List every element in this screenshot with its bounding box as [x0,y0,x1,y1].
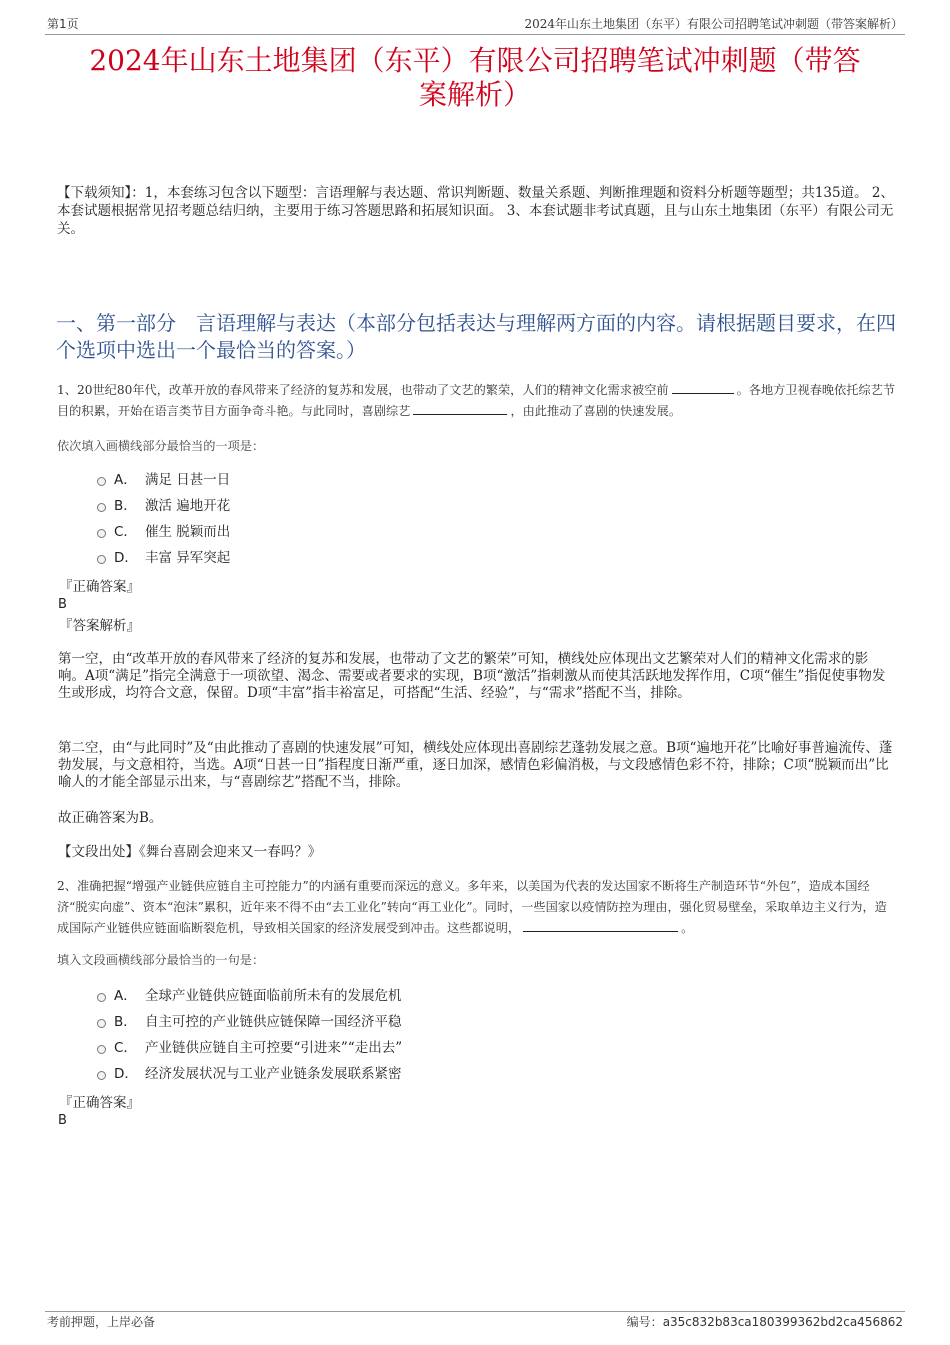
q1-source: 【文段出处】《舞台喜剧会迎来又一春吗？》 [58,844,322,860]
q2-stem-part-b: 。 [681,921,694,935]
option-text: 经济发展状况与工业产业链条发展联系紧密 [145,1066,402,1082]
fill-blank [672,381,734,394]
fill-blank [413,402,507,415]
option-letter: A． [114,472,137,488]
radio-icon[interactable] [97,993,106,1002]
radio-icon[interactable] [97,1071,106,1080]
q1-analysis-paragraph-2: 第二空，由“与此同时”及“由此推动了喜剧的快速发展”可知，横线处应体现出喜剧综艺蓬勃发展之意。B项“遍地开花”比喻好事普遍流传、蓬勃发展，与文意相符，当选。A项“日甚一日”指程度日渐严重，逐日加深，感情色彩偏消极，与文段感情色彩不符，排除；C项“脱颖而出”比喻人的才能全部显示出来，与“喜剧综艺”搭配不当，排除。 [58,740,893,790]
option-text: 丰富 异军突起 [145,550,231,566]
option-letter: B． [114,1014,137,1030]
q2-answer-label: 『正确答案』 [59,1095,140,1111]
q1-analysis-conclusion: 故正确答案为B。 [58,810,163,826]
radio-icon[interactable] [97,555,106,564]
option-letter: D． [114,550,138,566]
radio-icon[interactable] [97,1045,106,1054]
document-title [40,44,910,112]
q1-option-c[interactable] [95,519,695,545]
q1-option-b[interactable] [95,493,695,519]
q2-answer: B [58,1113,67,1128]
radio-icon[interactable] [97,529,106,538]
q1-stem-part-b: 。各地方卫视春晚依托综艺节目的积累，开始在语言类节目方面争奇斗艳。与此同时，喜剧综艺 [57,383,896,418]
option-letter: C． [114,1040,137,1056]
page-header [45,14,905,35]
footer-code [627,1312,903,1332]
q1-instruction: 依次填入画横线部分最恰当的一项是： [57,439,265,453]
option-text: 激活 遍地开花 [145,498,231,514]
option-letter: B． [114,498,137,514]
option-letter: A． [114,988,137,1004]
footer-slogan: 考前押题，上岸必备 [47,1315,156,1329]
radio-icon[interactable] [97,1019,106,1028]
option-text: 满足 日甚一日 [145,472,231,488]
q1-option-d[interactable] [95,545,695,571]
q2-instruction: 填入文段画横线部分最恰当的一句是： [57,953,265,967]
section-title: 一、第一部分 言语理解与表达（本部分包括表达与理解两方面的内容。请根据题目要求，在四个选项中选出一个最恰当的答案。） [56,311,896,362]
option-text: 催生 脱颖而出 [145,524,231,540]
q2-option-c[interactable] [95,1035,695,1061]
q2-option-a[interactable] [95,983,695,1009]
radio-icon[interactable] [97,477,106,486]
footer-code-label: 编号： [626,1315,663,1329]
question-2-stem [57,876,897,939]
download-notice: 【下载须知】：1，本套练习包含以下题型：言语理解与表达题、常识判断题、数量关系题、判断推理题和资料分析题等题型；共135道。 2、本套试题根据常见招考题总结归纳，主要用于练习答题思路和拓展知识面。 3、本套试题非考试真题，且与山东土地集团（东平）有限公司无关。 [57,185,894,237]
q2-stem-part-a: 2、准确把握“增强产业链供应链自主可控能力”的内涵有重要而深远的意义。多年来，以美国为代表的发达国家不断将生产制造环节“外包”，造成本国经济“脱实向虚”、资本“泡沫”累积，近年来不得不由“去工业化”转向“再工业化”。同时，一些国家以疫情防控为理由，强化贸易壁垒，采取单边主义行为，造成国际产业链供应链面临断裂危机，导致相关国家的经济发展受到冲击。这些都说明， [57,879,887,935]
q1-stem-part-c: ，由此推动了喜剧的快速发展。 [510,404,682,418]
radio-icon[interactable] [97,503,106,512]
header-doc-title: 2024年山东土地集团（东平）有限公司招聘笔试冲刺题（带答案解析） [524,17,903,31]
page-footer [45,1311,905,1329]
question-1-stem [57,380,897,422]
option-text: 产业链供应链自主可控要“引进来”“走出去” [145,1040,403,1056]
q2-options [95,983,695,1087]
title-line-1: 2024年山东土地集团（东平）有限公司招聘笔试冲刺题（带答 [89,44,861,77]
option-text: 全球产业链供应链面临前所未有的发展危机 [145,988,402,1004]
q1-analysis-label: 『答案解析』 [59,618,140,634]
q1-stem-part-a: 1、20世纪80年代，改革开放的春风带来了经济的复苏和发展，也带动了文艺的繁荣，人们的精神文化需求被空前 [57,383,669,397]
q1-option-a[interactable] [95,467,695,493]
q1-answer: B [58,597,67,612]
q2-option-b[interactable] [95,1009,695,1035]
page-number: 第1页 [47,17,79,31]
q1-answer-label: 『正确答案』 [59,579,140,595]
footer-code-value: a35c832b83ca180399362bd2ca456862 [662,1315,903,1329]
title-line-2: 案解析） [418,78,531,111]
option-letter: D． [114,1066,138,1082]
q2-option-d[interactable] [95,1061,695,1087]
q1-analysis-paragraph-1: 第一空，由“改革开放的春风带来了经济的复苏和发展，也带动了文艺的繁荣”可知，横线处应体现出文艺繁荣对人们的精神文化需求的影响。A项“满足”指完全满意于一项欲望、渴念、需要或者要求的实现，B项“激活”指刺激从而使其活跃地发挥作用，C项“催生”指促使事物发生或形成，均符合文意，保留。D项“丰富”指丰裕富足，可搭配“生活、经验”，与“需求”搭配不当，排除。 [58,651,886,701]
fill-blank [523,919,678,932]
option-text: 自主可控的产业链供应链保障一国经济平稳 [145,1014,402,1030]
option-letter: C． [114,524,137,540]
q1-options [95,467,695,571]
